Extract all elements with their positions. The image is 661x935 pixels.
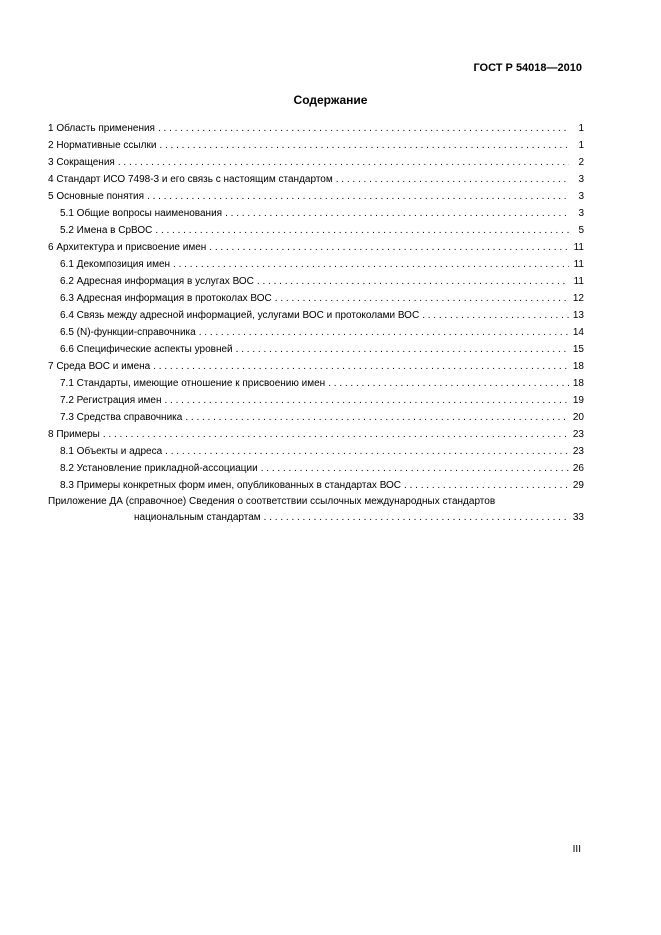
leader-dots — [118, 154, 569, 171]
toc-entry-label: 6.2 Адресная информация в услугах ВОС — [60, 276, 254, 287]
toc-entry[interactable] — [48, 341, 584, 358]
toc-entry[interactable] — [48, 188, 584, 205]
leader-dots — [158, 120, 569, 137]
leader-dots — [264, 509, 569, 526]
toc-entry[interactable] — [48, 307, 584, 324]
leader-dots — [261, 460, 569, 477]
toc-entry[interactable] — [48, 205, 584, 222]
toc-entry-label: 6.5 (N)-функции-справочника — [60, 327, 196, 338]
toc-entry[interactable] — [48, 426, 584, 443]
toc-entry-page: 2 — [578, 157, 584, 168]
leader-dots — [185, 409, 569, 426]
toc-entry-page: 20 — [572, 412, 584, 423]
toc-entry-page: 19 — [572, 395, 584, 406]
toc-entry-label: 3 Сокращения — [48, 157, 115, 168]
leader-dots — [164, 392, 569, 409]
toc-entry-label: 7.3 Средства справочника — [60, 412, 183, 423]
leader-dots — [147, 188, 569, 205]
toc-entry-page: 29 — [572, 480, 584, 491]
leader-dots — [103, 426, 569, 443]
toc-entry-label: 7 Среда ВОС и имена — [48, 361, 151, 372]
toc-entry-page: 5 — [578, 225, 584, 236]
toc-entry[interactable] — [48, 256, 584, 273]
toc-entry-label: 5.2 Имена в СрВОС — [60, 225, 153, 236]
toc-entry-label: 6.4 Связь между адресной информацией, услугами ВОС и протоколами ВОС — [60, 310, 420, 321]
toc-appendix-title[interactable]: Приложение ДА (справочное) Сведения о соответствии ссылочных международных стандартов — [48, 496, 496, 507]
toc-entry-page: 14 — [572, 327, 584, 338]
table-of-contents — [48, 120, 584, 526]
toc-entry[interactable] — [48, 154, 584, 171]
toc-entry[interactable] — [48, 477, 584, 494]
leader-dots — [422, 307, 569, 324]
toc-entry[interactable] — [48, 409, 584, 426]
toc-entry-page: 3 — [578, 191, 584, 202]
toc-entry[interactable] — [48, 273, 584, 290]
toc-entry-label: 7.1 Стандарты, имеющие отношение к присвоению имен — [60, 378, 326, 389]
toc-entry[interactable] — [48, 120, 584, 137]
toc-entry[interactable] — [48, 358, 584, 375]
toc-entry-page: 33 — [572, 512, 584, 523]
document-id: ГОСТ Р 54018—2010 — [473, 62, 582, 74]
leader-dots — [155, 222, 569, 239]
toc-entry-label: 8.1 Объекты и адреса — [60, 446, 163, 457]
toc-entry[interactable] — [48, 290, 584, 307]
toc-entry-page: 12 — [572, 293, 584, 304]
toc-entry-page: 23 — [572, 446, 584, 457]
toc-entry-label: 6.1 Декомпозиция имен — [60, 259, 171, 270]
leader-dots — [153, 358, 569, 375]
toc-entry[interactable] — [48, 137, 584, 154]
leader-dots — [257, 273, 569, 290]
toc-entry[interactable] — [48, 443, 584, 460]
toc-entry-page: 3 — [578, 174, 584, 185]
toc-entry-page: 11 — [573, 259, 584, 270]
leader-dots — [328, 375, 569, 392]
leader-dots — [209, 239, 569, 256]
toc-entry-page: 3 — [578, 208, 584, 219]
page-title: Содержание — [293, 93, 368, 107]
toc-entry-label: 6.6 Специфические аспекты уровней — [60, 344, 233, 355]
toc-entry[interactable] — [48, 239, 584, 256]
toc-entry-page: 1 — [578, 140, 584, 151]
toc-entry[interactable] — [48, 222, 584, 239]
toc-entry-label: 5 Основные понятия — [48, 191, 145, 202]
leader-dots — [275, 290, 569, 307]
toc-entries — [48, 120, 584, 494]
toc-entry-page: 1 — [578, 123, 584, 134]
toc-entry-label: 8.2 Установление прикладной-ассоциации — [60, 463, 258, 474]
toc-entry-page: 23 — [572, 429, 584, 440]
toc-entry-page: 13 — [572, 310, 584, 321]
toc-entry-label: 2 Нормативные ссылки — [48, 140, 157, 151]
toc-entry-page: 15 — [572, 344, 584, 355]
toc-entry-page: 18 — [572, 361, 584, 372]
toc-entry[interactable] — [48, 324, 584, 341]
leader-dots — [236, 341, 569, 358]
leader-dots — [225, 205, 569, 222]
toc-entry-label: 8 Примеры — [48, 429, 100, 440]
toc-entry-page: 11 — [573, 242, 584, 253]
toc-entry-label: 6.3 Адресная информация в протоколах ВОС — [60, 293, 272, 304]
toc-entry[interactable] — [48, 392, 584, 409]
toc-entry-label: национальным стандартам — [134, 512, 261, 523]
toc-entry-label: 4 Стандарт ИСО 7498-3 и его связь с настоящим стандартом — [48, 174, 333, 185]
leader-dots — [165, 443, 569, 460]
toc-entry[interactable] — [48, 375, 584, 392]
leader-dots — [336, 171, 569, 188]
toc-entry-label: 5.1 Общие вопросы наименования — [60, 208, 223, 219]
toc-entry-page: 26 — [572, 463, 584, 474]
toc-entry-label: 1 Область применения — [48, 123, 155, 134]
leader-dots — [404, 477, 569, 494]
toc-entry[interactable] — [48, 460, 584, 477]
toc-entry-label: 7.2 Регистрация имен — [60, 395, 162, 406]
leader-dots — [159, 137, 569, 154]
toc-entry-label: 8.3 Примеры конкретных форм имен, опубликованных в стандартах ВОС — [60, 480, 402, 491]
page-number: III — [572, 844, 581, 855]
toc-entry-page: 11 — [573, 276, 584, 287]
toc-entry-label: 6 Архитектура и присвоение имен — [48, 242, 207, 253]
leader-dots — [173, 256, 569, 273]
toc-entry[interactable] — [48, 171, 584, 188]
toc-appendix-entry[interactable] — [48, 509, 584, 526]
toc-entry-page: 18 — [572, 378, 584, 389]
leader-dots — [199, 324, 569, 341]
